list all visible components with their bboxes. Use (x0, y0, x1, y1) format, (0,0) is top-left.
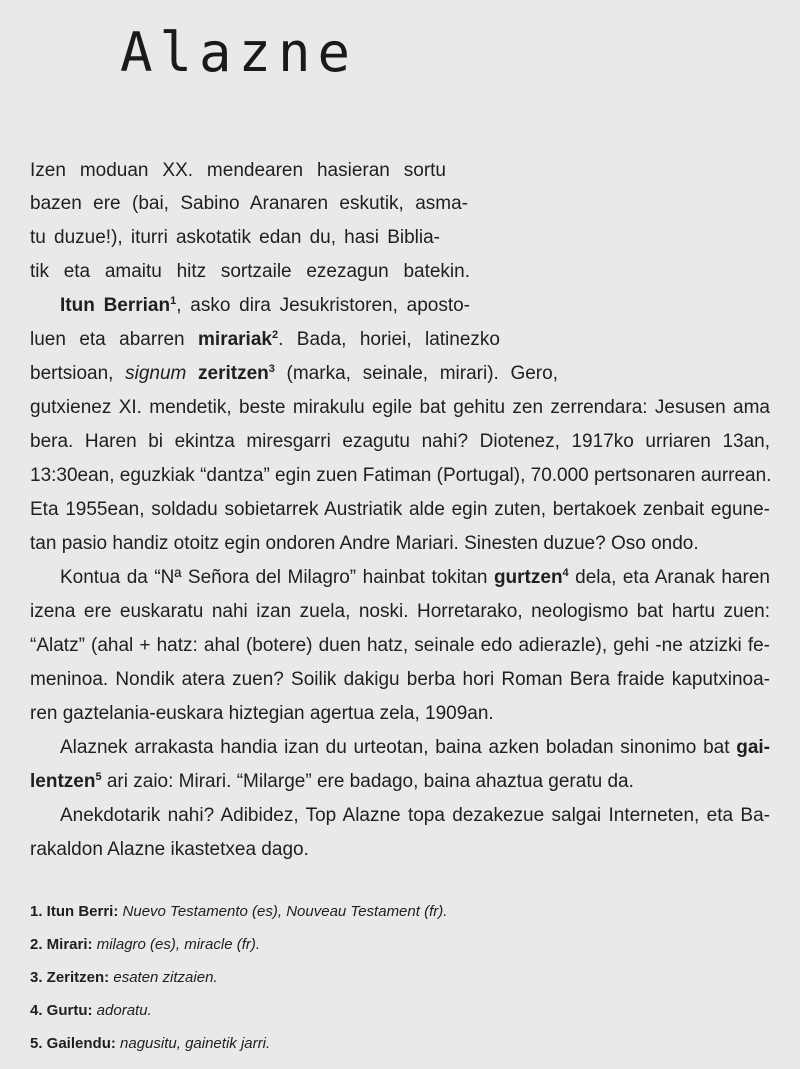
paragraph-3-line-1-rest: dela, eta Aranak haren (568, 567, 770, 588)
term-gurtzen: gurtzen (493, 567, 563, 588)
paragraph-3-line-2: izena ere euskaratu nahi izan zuela, noski. Horretarako, neologismo bat hartu zuen: (30, 601, 770, 622)
footnote-1-term: 1. Itun Berri: (30, 903, 119, 920)
paragraph-2-line-7: Eta 1955ean, soldadu sobietarrek Austriatik alde egin zuten, bertakoek zenbait egune- (30, 499, 770, 520)
paragraph-1-line-1: Izen moduan XX. mendearen hasieran sortu (30, 160, 446, 181)
paragraph-2-line-1-rest: , asko dira Jesukristoren, aposto- (176, 295, 470, 316)
paragraph-4-line-1 (60, 738, 770, 757)
paragraph-2-line-2-start: luen eta abarren (30, 329, 199, 350)
footnote-ref-2: 2 (271, 329, 279, 341)
term-signum: signum (125, 363, 187, 384)
footnote-4-def: adoratu. (92, 1002, 152, 1019)
paragraph-4-line-2-rest: ari zaio: Mirari. “Milarge” ere badago, baina ahaztua geratu da. (101, 771, 634, 792)
term-mirariak: mirariak (198, 329, 272, 350)
footnote-5-term: 5. Gailendu: (30, 1035, 116, 1052)
paragraph-3-line-1-start: Kontua da “Nª Señora del Milagro” hainbat tokitan (60, 567, 494, 588)
footnote-1 (30, 904, 447, 919)
footnote-5 (30, 1036, 270, 1051)
paragraph-4-line-2 (30, 772, 634, 791)
term-gailentzen-part-2: lentzen (30, 771, 96, 792)
term-gailentzen-part-1: gai- (736, 737, 770, 758)
footnote-5-def: nagusitu, gainetik jarri. (115, 1035, 271, 1052)
article-title: Alazne (120, 21, 358, 84)
footnote-2-term: 2. Mirari: (30, 936, 93, 953)
footnote-ref-4: 4 (562, 567, 569, 579)
paragraph-1-line-3: tu duzue!), iturri askotatik edan du, hasi Biblia- (30, 227, 440, 248)
footnote-4-term: 4. Gurtu: (30, 1002, 93, 1019)
footnote-3 (30, 970, 218, 985)
paragraph-1-line-4: tik eta amaitu hitz sortzaile ezezagun batekin. (30, 261, 470, 282)
footnote-3-def: esaten zitzaien. (109, 969, 218, 986)
footnote-1-def: Nuevo Testamento (es), Nouveau Testament (fr). (118, 903, 448, 920)
footnote-ref-5: 5 (95, 771, 102, 783)
term-zeritzen: zeritzen (198, 363, 269, 384)
paragraph-2-line-3-space (186, 363, 198, 384)
paragraph-2-line-3 (30, 364, 558, 383)
paragraph-4-line-1-start: Alaznek arrakasta handia izan du urteotan, baina azken boladan sinonimo bat (60, 737, 737, 758)
paragraph-2-line-4: gutxienez XI. mendetik, beste mirakulu egile bat gehitu zen zerrendara: Jesusen ama (30, 397, 770, 418)
footnote-2-def: milagro (es), miracle (fr). (92, 936, 261, 953)
footnote-ref-1: 1 (170, 295, 177, 307)
paragraph-2-line-5: bera. Haren bi ekintza miresgarri ezagutu nahi? Diotenez, 1917ko urriaren 13an, (30, 431, 770, 452)
footnote-ref-3: 3 (268, 363, 275, 375)
paragraph-2-line-1 (60, 296, 470, 315)
paragraph-2-line-3-rest: (marka, seinale, mirari). Gero, (274, 363, 558, 384)
paragraph-1-line-2: bazen ere (bai, Sabino Aranaren eskutik, asma- (30, 193, 468, 214)
paragraph-3-line-5: ren gaztelania-euskara hiztegian agertua zela, 1909an. (30, 703, 494, 724)
paragraph-2-line-8: tan pasio handiz otoitz egin ondoren Andre Mariari. Sinesten duzue? Oso ondo. (30, 533, 699, 554)
paragraph-3-line-1 (60, 568, 770, 587)
paragraph-2-line-6: 13:30ean, eguzkiak “dantza” egin zuen Fatiman (Portugal), 70.000 pertsonaren aurrean. (30, 465, 772, 486)
paragraph-2-line-3-start: bertsioan, (30, 363, 126, 384)
paragraph-3-line-4: meninoa. Nondik atera zuen? Soilik dakigu berba hori Roman Bera fraide kaputxinoa- (30, 669, 770, 690)
paragraph-5-line-1: Anekdotarik nahi? Adibidez, Top Alazne topa dezakezue salgai Interneten, eta Ba- (60, 805, 770, 826)
footnote-2 (30, 937, 260, 952)
term-itun-berrian: Itun Berrian (60, 295, 171, 316)
paragraph-5-line-2: rakaldon Alazne ikastetxea dago. (30, 839, 309, 860)
paragraph-2-line-2-rest: . Bada, horiei, latinezko (278, 329, 500, 350)
footnote-3-term: 3. Zeritzen: (30, 969, 110, 986)
paragraph-3-line-3: “Alatz” (ahal + hatz: ahal (botere) duen hatz, seinale edo adierazle), gehi -ne atzizki fe- (30, 635, 770, 656)
paragraph-2-line-2 (30, 330, 500, 349)
footnote-4 (30, 1003, 152, 1018)
